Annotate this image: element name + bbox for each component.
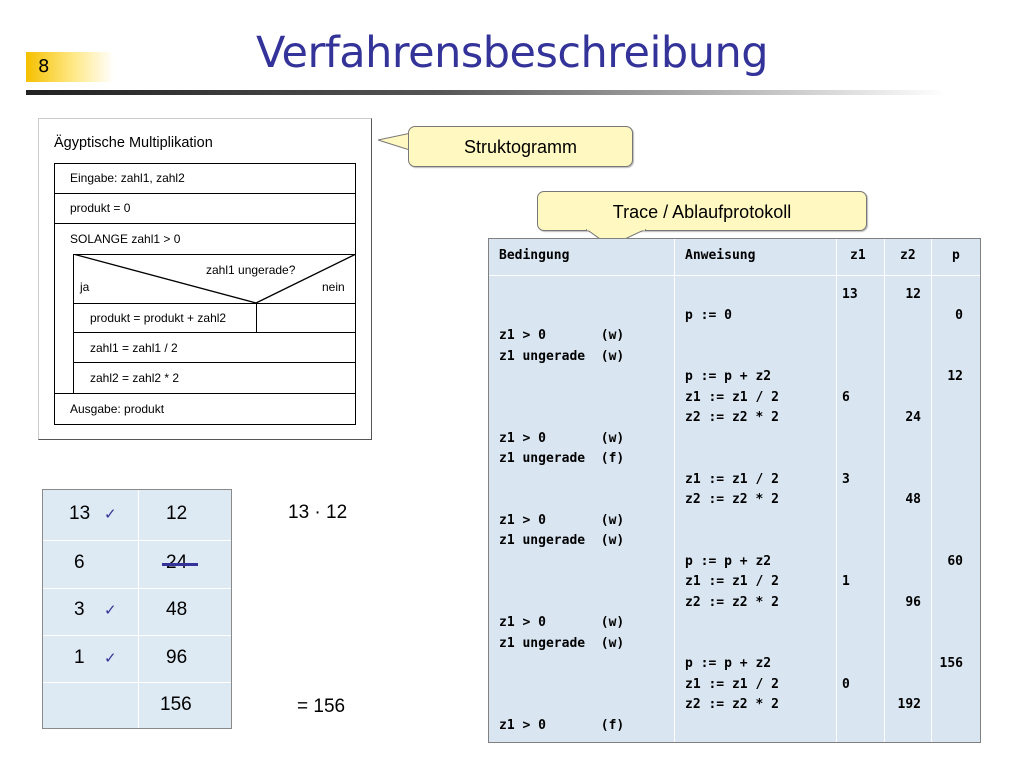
multiplication-table: [42, 489, 232, 729]
strikethrough-line: [162, 563, 198, 566]
trace-header-condition: Bedingung: [499, 248, 570, 263]
table-row-divider: [43, 682, 231, 683]
page-title: Verfahrensbeschreibung: [255, 28, 769, 78]
trace-cell-p: 0: [955, 307, 963, 323]
trace-cell-z2: 96: [905, 594, 921, 610]
struktogramm-init: produkt = 0: [70, 201, 131, 215]
trace-cell-p: 12: [947, 369, 963, 384]
trace-header-z1: z1: [850, 248, 866, 263]
trace-cell-condition: z1 ungerade (f): [499, 451, 625, 466]
trace-header-statement: Anweisung: [685, 248, 756, 263]
trace-cell-z1: 1: [842, 574, 850, 589]
trace-cell-statement: z2 := z2 * 2: [685, 410, 779, 425]
callout-trace: Trace / Ablaufprotokoll: [537, 191, 867, 231]
table-row-divider: [43, 588, 231, 589]
title-divider: [26, 90, 946, 95]
struktogramm-yes: ja: [80, 280, 90, 294]
trace-cell-condition: z1 > 0 (w): [499, 328, 625, 343]
trace-cell-condition: z1 ungerade (w): [499, 635, 625, 651]
callout-struktogramm-joint: [409, 133, 412, 151]
table-cell-left: 1: [74, 647, 85, 668]
trace-cell-statement: p := p + z2: [685, 656, 772, 671]
checkmark-icon: ✓: [104, 506, 117, 523]
table-row-divider: [43, 635, 231, 636]
trace-header-p: p: [952, 248, 960, 263]
trace-cell-z1: 0: [842, 676, 850, 692]
trace-cell-statement: p := 0: [685, 307, 732, 323]
trace-cell-statement: z1 := z1 / 2: [685, 471, 779, 487]
struktogramm-else-box: [256, 303, 356, 333]
struktogramm-condition-diagonals: [73, 254, 356, 304]
table-cell-left: 13: [69, 503, 91, 524]
trace-cell-condition: z1 > 0 (w): [499, 615, 625, 630]
table-row-divider: [43, 540, 231, 541]
trace-cell-condition: z1 > 0 (f): [499, 717, 625, 733]
struktogramm-then-stmt: produkt = produkt + zahl2: [90, 311, 227, 325]
trace-cell-z2: 192: [897, 697, 921, 712]
trace-cell-z1: 6: [842, 389, 850, 405]
struktogramm-loop: SOLANGE zahl1 > 0: [70, 232, 181, 246]
struktogramm-input: Eingabe: zahl1, zahl2: [70, 171, 185, 185]
trace-cell-z2: 24: [905, 410, 921, 425]
table-column-divider: [138, 490, 139, 728]
struktogramm-double-stmt: zahl2 = zahl2 * 2: [90, 371, 180, 385]
trace-cell-z2: 48: [905, 492, 921, 507]
trace-column-divider: [884, 239, 885, 742]
trace-cell-p: 156: [939, 656, 963, 671]
trace-cell-statement: z2 := z2 * 2: [685, 594, 779, 610]
table-cell-right: 156: [160, 694, 192, 715]
equation-result: = 156: [297, 696, 346, 717]
trace-cell-z1: 3: [842, 471, 850, 487]
struktogramm-condition: zahl1 ungerade?: [206, 263, 296, 277]
trace-cell-statement: z1 := z1 / 2: [685, 676, 779, 692]
struktogramm-halve-stmt: zahl1 = zahl1 / 2: [90, 341, 178, 355]
trace-column-divider: [931, 239, 932, 742]
trace-cell-condition: z1 ungerade (w): [499, 348, 625, 364]
table-cell-right: 12: [166, 503, 188, 524]
slide-number: 8: [26, 52, 114, 82]
struktogramm-title: Ägyptische Multiplikation: [54, 135, 213, 151]
callout-struktogramm: Struktogramm: [408, 126, 633, 167]
table-cell-left: 3: [74, 599, 85, 620]
checkmark-icon: ✓: [104, 602, 117, 619]
trace-header-z2: z2: [900, 248, 916, 263]
trace-cell-statement: z2 := z2 * 2: [685, 697, 779, 712]
table-cell-left: 6: [74, 552, 85, 573]
table-cell-right: 96: [166, 647, 188, 668]
struktogramm-no: nein: [322, 280, 345, 294]
trace-cell-statement: z1 := z1 / 2: [685, 574, 779, 589]
trace-cell-statement: p := p + z2: [685, 369, 772, 384]
checkmark-icon: ✓: [104, 650, 117, 667]
trace-column-divider: [674, 239, 675, 742]
equation-expression: 13 · 12: [288, 502, 348, 523]
trace-cell-statement: z1 := z1 / 2: [685, 389, 779, 405]
struktogramm-output: Ausgabe: produkt: [70, 402, 165, 416]
trace-cell-statement: z2 := z2 * 2: [685, 492, 779, 507]
trace-cell-z2: 12: [905, 287, 921, 302]
trace-column-divider: [836, 239, 837, 742]
trace-cell-statement: p := p + z2: [685, 553, 772, 569]
trace-cell-condition: z1 > 0 (w): [499, 512, 625, 528]
table-cell-right: 48: [166, 599, 188, 620]
trace-cell-p: 60: [947, 553, 963, 569]
trace-cell-z1: 13: [842, 287, 858, 302]
trace-cell-condition: z1 > 0 (w): [499, 430, 625, 446]
trace-cell-condition: z1 ungerade (w): [499, 533, 625, 548]
